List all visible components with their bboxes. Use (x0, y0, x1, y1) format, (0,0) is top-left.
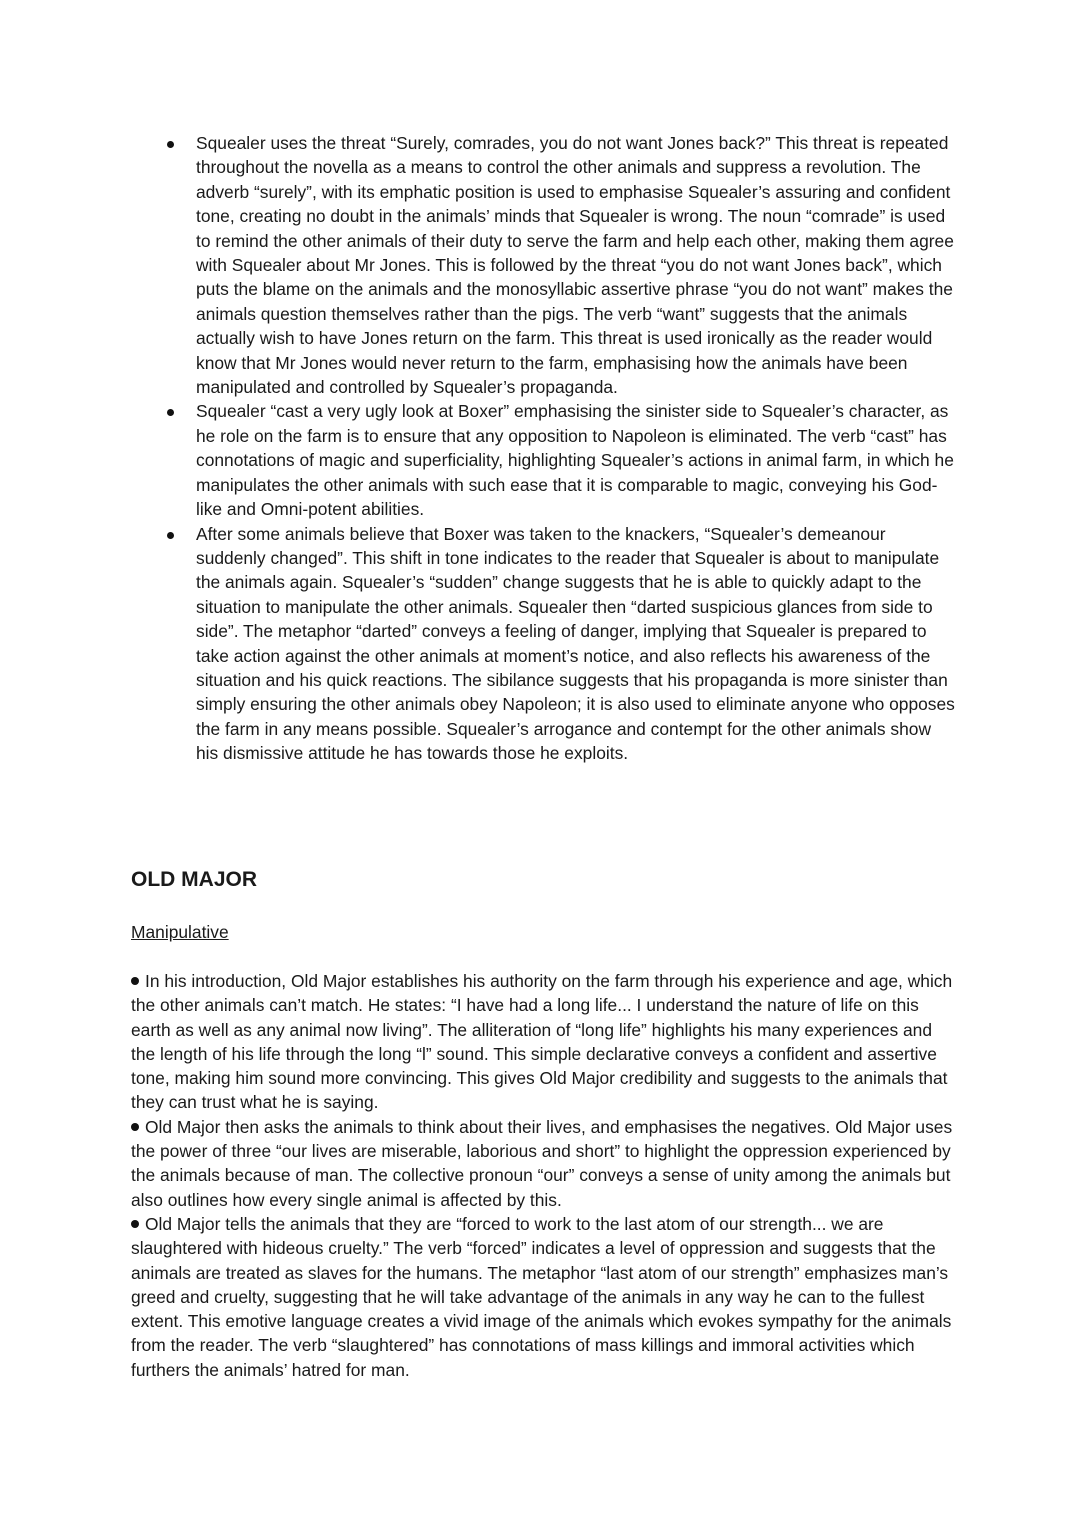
old-major-paragraphs (131, 969, 956, 1382)
bullet-icon (131, 977, 139, 985)
section-heading: OLD MAJOR (131, 868, 257, 891)
bullet-text: After some animals believe that Boxer was taken to the knackers, “Squealer’s demeanour suddenly changed”. This shift in tone indicates to the reader that Squealer is about to manipulate the animals again. Squealer’s “sudden” change suggests that he is able to quickly adapt to the situation to manipulate the other animals. Squealer then “darted suspicious glances from side to side”. The metaphor “darted” conveys a feeling of danger, implying that Squealer is prepared to take action against the other animals at moment’s notice, and also reflects his awareness of the situation and his quick reactions. The sibilance suggests that his propaganda is more sinister than simply ensuring the other animals obey Napoleon; it is also used to eliminate anyone who opposes the farm in any means possible. Squealer’s arrogance and contempt for the other animals show his dismissive attitude he has towards those he exploits. (196, 523, 955, 764)
bullet-icon (167, 532, 174, 539)
paragraph (131, 1212, 956, 1382)
paragraph-text: Old Major tells the animals that they are “forced to work to the last atom of our strength... we are slaughtered with hideous cruelty.” The verb “forced” indicates a level of oppression and suggests that the animals are treated as slaves for the humans. The metaphor “last atom of our strength” emphasizes man’s greed and cruelty, suggesting that he will take advantage of the animals in any way he can to the fullest extent. This emotive language creates a vivid image of the animals which evokes sympathy for the animals from the reader. The verb “slaughtered” has connotations of mass killings and immoral activities which furthers the animals’ hatred for man. (131, 1213, 952, 1380)
bullet-icon (167, 141, 174, 148)
paragraph (131, 1115, 956, 1212)
bullet-text: Squealer “cast a very ugly look at Boxer” emphasising the sinister side to Squealer’s character, as he role on the farm is to ensure that any opposition to Napoleon is eliminated. The verb “cast” has connotations of magic and superficiality, highlighting Squealer’s actions in animal farm, in which he manipulates the other animals with such ease that it is comparable to magic, conveying his God-like and Omni-potent abilities. (196, 401, 954, 520)
bullet-text: Squealer uses the threat “Surely, comrades, you do not want Jones back?” This threat is repeated throughout the novella as a means to control the other animals and suppress a revolution. The adverb “surely”, with its emphatic position is used to emphasise Squealer’s assuring and confident tone, creating no doubt in the animals’ minds that Squealer is wrong. The noun “comrade” is used to remind the other animals of their duty to serve the farm and help each other, making them agree with Squealer about Mr Jones. This is followed by the threat “you do not want Jones back”, which puts the blame on the animals and the monosyllabic assertive phrase “you do not want” makes the animals question themselves rather than the pigs. The verb “want” suggests that the animals actually wish to have Jones return on the farm. This threat is used ironically as the reader would know that Mr Jones would never return to the farm, emphasising how the animals have been manipulated and controlled by Squealer’s propaganda. (196, 133, 954, 398)
squealer-bullet-list (196, 131, 956, 766)
paragraph-text: Old Major then asks the animals to think about their lives, and emphasises the negatives. Old Major uses the power of three “our lives are miserable, laborious and short” to highlight the oppression experienced by the animals because of man. The collective pronoun “our” conveys a sense of unity among the animals but also outlines how every single animal is affected by this. (131, 1116, 953, 1210)
list-item (196, 131, 956, 399)
bullet-icon (131, 1123, 139, 1131)
paragraph (131, 969, 956, 1115)
list-item (196, 522, 956, 766)
bullet-icon (167, 409, 174, 416)
paragraph-text: In his introduction, Old Major establishes his authority on the farm through his experience and age, which the other animals can’t match. He states: “I have had a long life... I understand the nature of life on this earth as well as any animal now living”. The alliteration of “long life” highlights his many experiences and the length of his life through the long “l” sound. This simple declarative conveys a confident and assertive tone, making him sound more convincing. This gives Old Major credibility and suggests to the animals that they can trust what he is saying. (131, 971, 953, 1113)
list-item (196, 399, 956, 521)
bullet-icon (131, 1220, 139, 1228)
subheading: Manipulative (131, 922, 229, 942)
